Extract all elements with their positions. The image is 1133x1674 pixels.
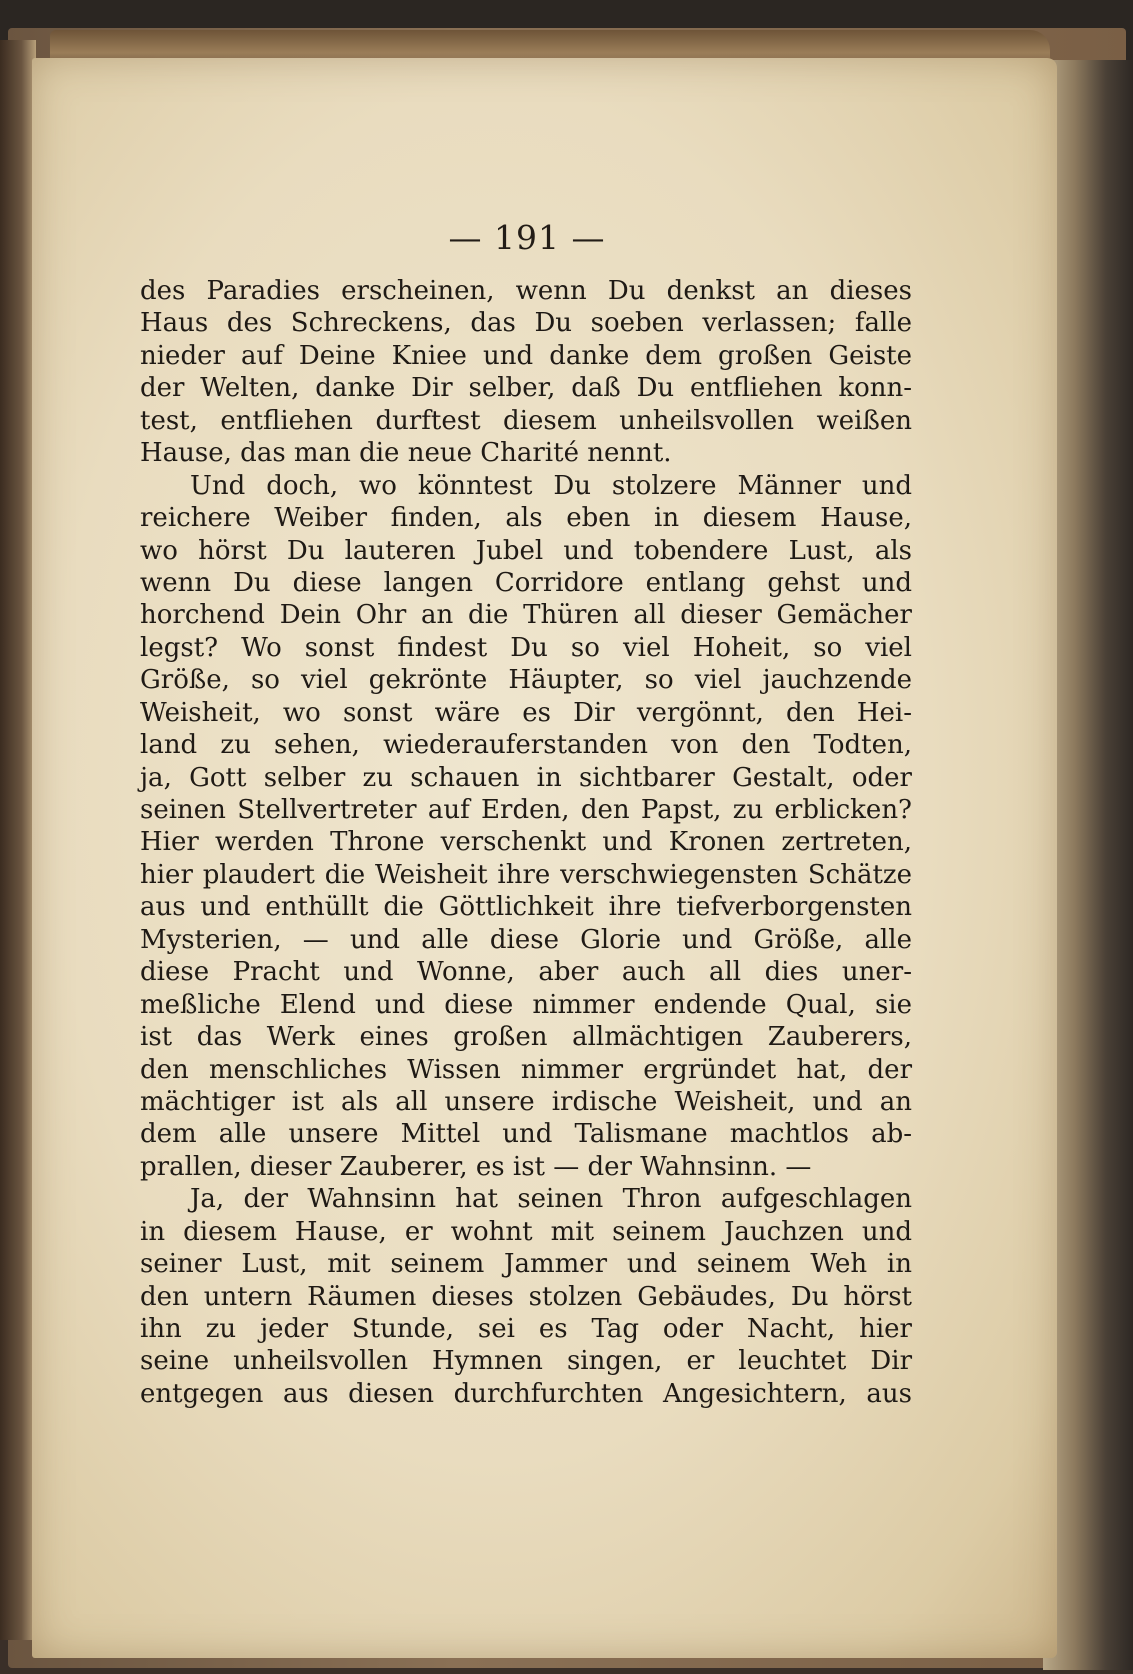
text-line: mächtiger ist als all unsere irdische Weisheit, und an [140,1086,912,1117]
text-line: seinen Stellvertreter auf Erden, den Papst, zu erblicken? [140,795,912,825]
text-line: seiner Lust, mit seinem Jammer und seinem Weh in [140,1249,912,1280]
text-line: den menschliches Wissen nimmer ergründet hat, der [140,1054,912,1085]
text-line: reichere Weiber finden, als eben in diesem Hause, [140,503,912,534]
text-line: den untern Räumen dieses stolzen Gebäudes, Du hörst [140,1281,912,1312]
text-line: aus und enthüllt die Göttlichkeit ihre tiefverborgensten [140,892,912,923]
text-line: wo hörst Du lauteren Jubel und tobendere Lust, als [140,535,912,566]
text-line: ihn zu jeder Stunde, sei es Tag oder Nacht, hier [140,1314,912,1344]
text-line: Hause, das man die neue Charité nennt. [140,438,672,469]
body-text [140,275,912,1410]
text-line: des Paradies erscheinen, wenn Du denkst an dieses [140,276,912,306]
text-line: meßliche Elend und diese nimmer endende Qual, sie [140,989,912,1020]
book-spine [0,40,36,1640]
text-line: seine unheilsvollen Hymnen singen, er leuchtet Dir [140,1346,912,1377]
text-line: horchend Dein Ohr an die Thüren all dieser Gemächer [140,600,912,631]
text-line: nieder auf Deine Kniee und danke dem großen Geiste [140,340,912,371]
text-line: prallen, dieser Zauberer, es ist — der Wahnsinn. — [140,1151,812,1182]
text-line: der Welten, danke Dir selber, daß Du entfliehen konn- [140,373,912,404]
page-number: — 191 — [448,218,606,257]
text-line: Größe, so viel gekrönte Häupter, so viel jauchzende [140,665,912,696]
text-line: in diesem Hause, er wohnt mit seinem Jauchzen und [140,1216,912,1247]
text-line: ist das Werk eines großen allmächtigen Zauberers, [140,1022,912,1053]
text-line: ja, Gott selber zu schauen in sichtbarer Gestalt, oder [140,762,912,793]
text-line: hier plaudert die Weisheit ihre verschwiegensten Schätze [140,859,912,890]
text-line: Ja, der Wahnsinn hat seinen Thron aufgeschlagen [190,1184,912,1215]
text-line: Weisheit, wo sonst wäre es Dir vergönnt, den Hei- [140,697,912,728]
text-line: Haus des Schreckens, das Du soeben verlassen; falle [140,308,912,339]
text-line: wenn Du diese langen Corridore entlang gehst und [140,567,912,598]
text-line: Mysterien, — und alle diese Glorie und Größe, alle [140,924,912,955]
text-line: legst? Wo sonst findest Du so viel Hoheit, so viel [140,632,912,663]
text-line: dem alle unsere Mittel und Talismane machtlos ab- [140,1119,912,1150]
text-line: Hier werden Throne verschenkt und Kronen zertreten, [140,827,912,858]
text-line: entgegen aus diesen durchfurchten Angesichtern, aus [140,1378,912,1409]
text-line: test, entfliehen durftest diesem unheilsvollen weißen [140,405,912,436]
text-line: diese Pracht und Wonne, aber auch all dies uner- [140,957,912,988]
paper-page [32,58,1057,1658]
text-line: Und doch, wo könntest Du stolzere Männer und [190,470,912,501]
text-line: land zu sehen, wiederauferstanden von den Todten, [140,730,912,761]
